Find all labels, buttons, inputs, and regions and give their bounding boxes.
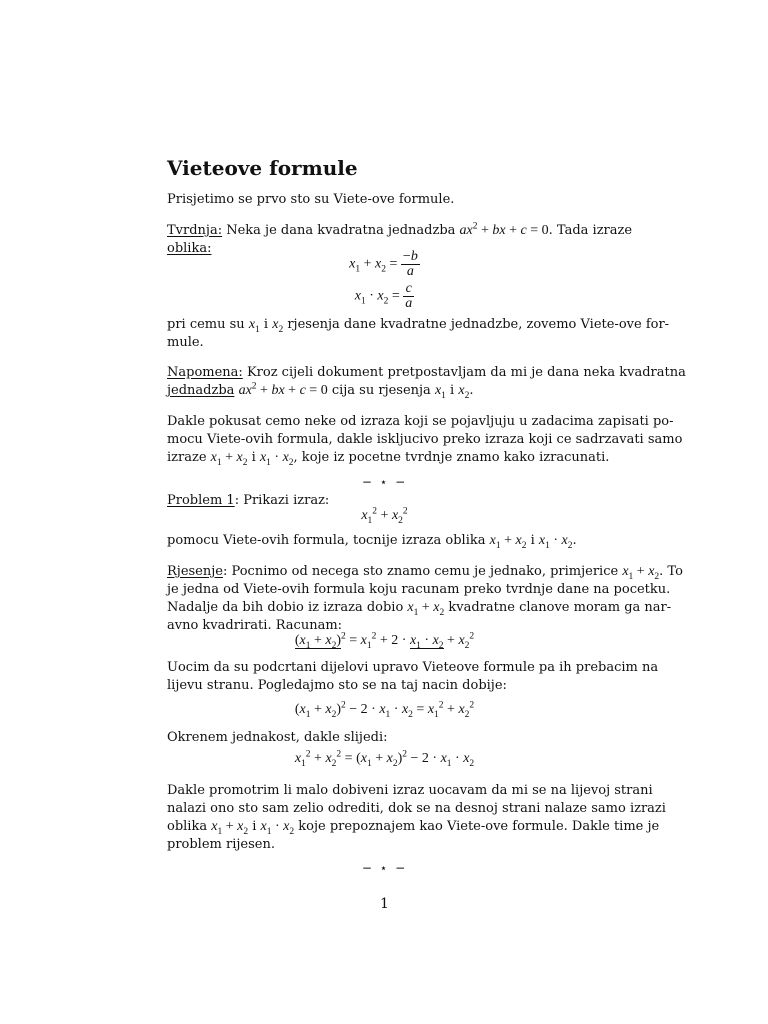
note-line-2: jednadzba $ax^2$ + bx + c = 0 cija su rjesenja $x_1$ i $x_2$. [167, 381, 474, 401]
section-separator: − ⋆ − [361, 475, 408, 489]
problem-after: pomocu Viete-ovih formula, tocnije izraza oblika $x_1 + x_2$ i $x_1 \cdot x_2$. [167, 533, 577, 551]
solution-line-4: avno kvadrirati. Racunam: [167, 618, 343, 633]
squared-sum-equation: $(x_1 + x_2)^2 = x_1^2 + 2 \cdot x_1 \cdot x_2 + x_2^2$ [294, 631, 475, 651]
final-equation: $x_1^2 + x_2^2 = (x_1 + x_2)^2 - 2 \cdot x_1 \cdot x_2$ [294, 749, 475, 769]
problem-heading: Problem 1: Prikazi izraz: [167, 493, 330, 508]
solution-line-1: Rjesenje: Pocnimo od necega sto znamo cemu je jednako, primjerice $x_1 + x_2$. To [167, 564, 683, 582]
para1-line-1: Dakle pokusat cemo neke od izraza koji se pojavljuju u zadacima zapisati po- [167, 414, 674, 429]
page-number: 1 [380, 896, 389, 912]
section-separator-end: − ⋆ − [361, 861, 408, 875]
quadratic-equation: $ax^2$ + bx + c = 0 [459, 221, 549, 238]
vieta-product-formula: $x_1 \cdot x_2$ = $\frac{c}{a}$ [354, 281, 413, 311]
para1-line-2: mocu Viete-ovih formula, dakle iskljucivo preko izraza koji ce sadrzavati samo [167, 432, 683, 447]
note-line-1: Napomena: Kroz cijeli dokument pretpostavljam da mi je dana neka kvadratna [167, 365, 686, 380]
claim-line-2: oblika: [167, 241, 212, 256]
para2-line-2: lijevu stranu. Pogledajmo sto se na taj nacin dobije: [167, 678, 507, 693]
claim-conclusion-line-2: mule. [167, 335, 204, 350]
vieta-sum-formula: $x_1 + x_2$ = $\frac{-b}{a}$ [349, 249, 418, 279]
para4-line-3: oblika $x_1 + x_2$ i $x_1 \cdot x_2$ koje prepoznajem kao Viete-ove formule. Dakle time je [167, 819, 660, 837]
note-label: Napomena: [167, 365, 243, 380]
para4-line-2: nalazi ono sto sam zelio odrediti, dok se na desnoj strani nalaze samo izrazi [167, 801, 666, 816]
claim-line-1: Tvrdnja: Neka je dana kvadratna jednadzba $ax^2$ + bx + c = 0. Tada izraze [167, 221, 633, 238]
para3: Okrenem jednakost, dakle slijedi: [167, 730, 388, 745]
intro-paragraph: Prisjetimo se prvo sto su Viete-ove formule. [167, 192, 455, 207]
problem-label: Problem 1 [167, 493, 235, 508]
page-title: Vieteove formule [167, 156, 358, 180]
claim-conclusion-line-1: pri cemu su $x_1$ i $x_2$ rjesenja dane kvadratne jednadzbe, zovemo Viete-ove for- [167, 317, 670, 335]
para1-line-3: izraze $x_1 + x_2$ i $x_1 \cdot x_2$, koje iz pocetne tvrdnje znamo kako izracunati. [167, 450, 610, 468]
claim-label: Tvrdnja: [167, 223, 223, 238]
problem-expression: $x_1^2 + x_2^2$ [361, 506, 408, 526]
para4-line-1: Dakle promotrim li malo dobiveni izraz uocavam da mi se na lijevoj strani [167, 783, 653, 798]
para2-line-1: Uocim da su podcrtani dijelovi upravo Vieteove formule pa ih prebacim na [167, 660, 659, 675]
solution-line-3: Nadalje da bih dobio iz izraza dobio $x_1 + x_2$ kvadratne clanove moram ga nar- [167, 600, 672, 618]
solution-line-2: je jedna od Viete-ovih formula koju racunam preko tvrdnje dane na pocetku. [167, 582, 671, 597]
solution-label: Rjesenje [167, 564, 223, 579]
para4-line-4: problem rijesen. [167, 837, 275, 852]
rearranged-equation: $(x_1 + x_2)^2 - 2 \cdot x_1 \cdot x_2 = x_1^2 + x_2^2$ [294, 700, 475, 720]
